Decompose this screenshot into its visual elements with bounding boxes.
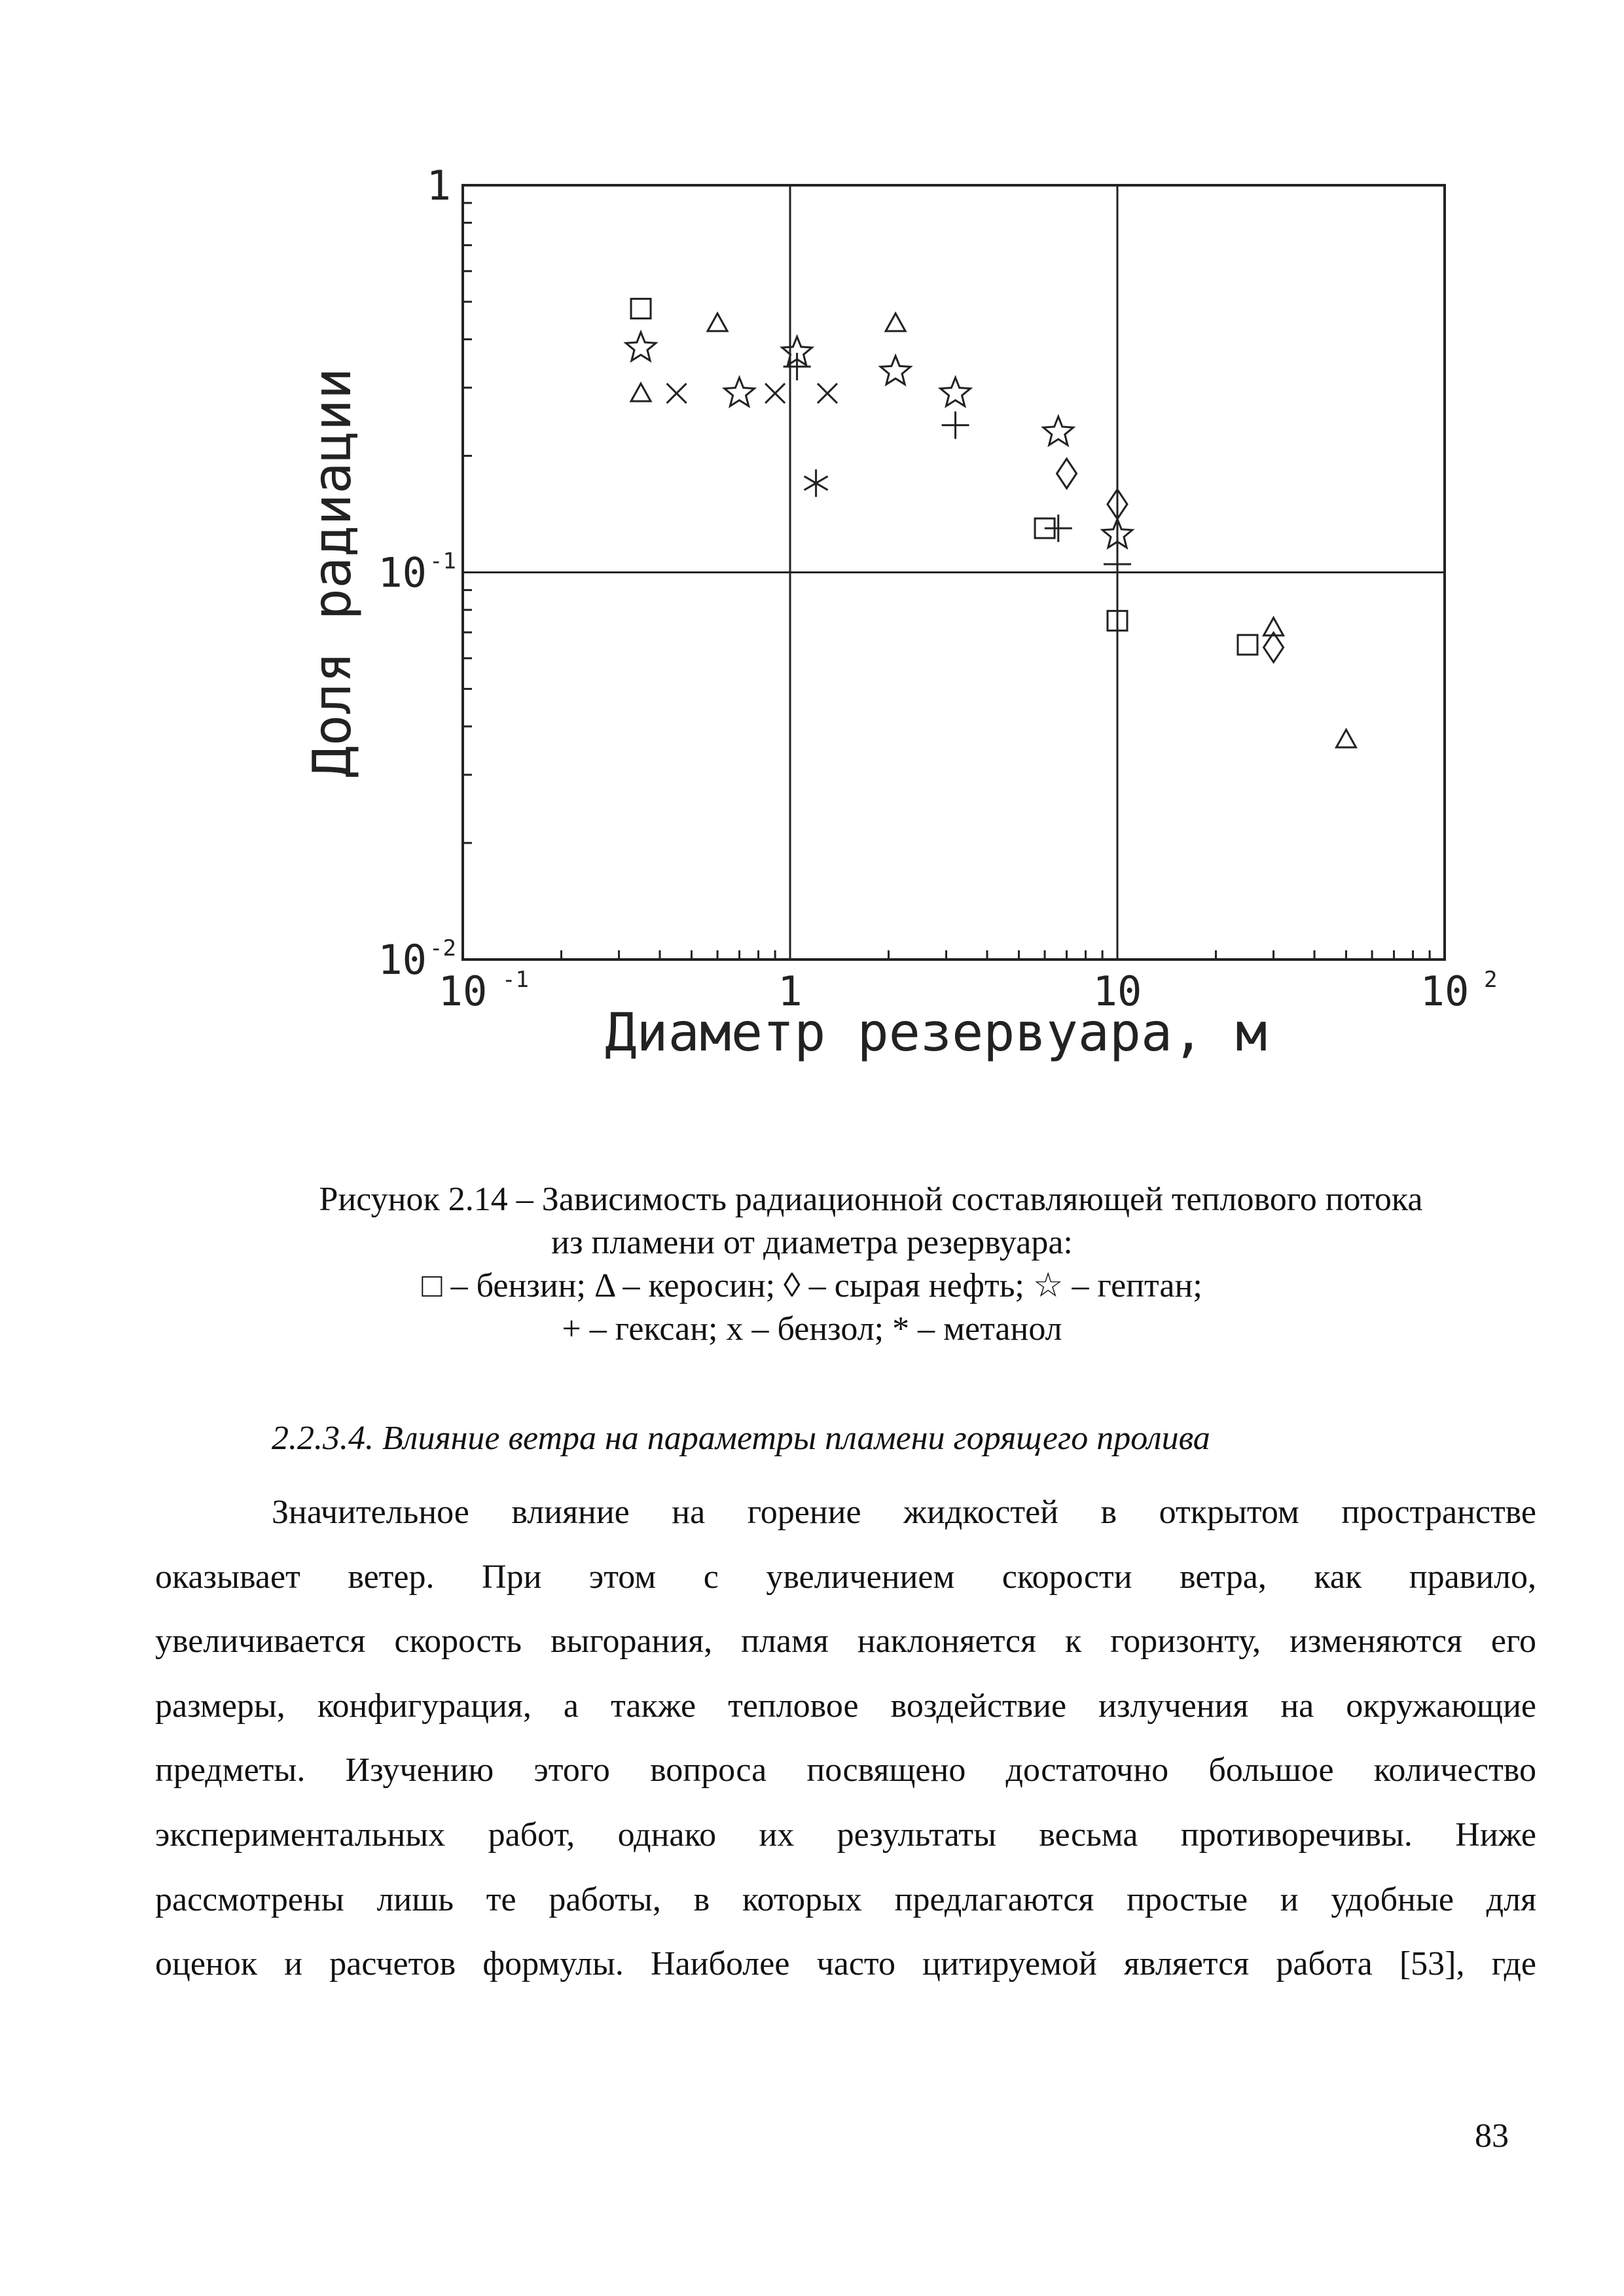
body-line: увеличивается скорость выгорания, пламя наклоняется к горизонту, изменяются его (155, 1623, 1536, 1660)
body-line: размеры, конфигурация, а также тепловое воздействие излучения на окружающие (155, 1687, 1536, 1725)
body-line: оценок и расчетов формулы. Наиболее часто цитируемой является работа [53], где (155, 1945, 1536, 1983)
page-number: 83 (1475, 2117, 1509, 2155)
x-tick-label: 10 (438, 967, 488, 1015)
radiation-fraction-chart (0, 0, 1624, 1113)
x-tick-label-exponent: -1 (502, 967, 529, 993)
x-tick-label: 1 (778, 967, 803, 1015)
marker-square (631, 299, 651, 319)
marker-x (818, 384, 837, 403)
y-tick-label: 10 (378, 936, 427, 984)
body-line: оказывает ветер. При этом с увеличением скорости ветра, как правило, (155, 1558, 1536, 1596)
marker-star (941, 378, 971, 406)
marker-plus (942, 412, 969, 439)
x-axis-label: Диаметр резервуара, м (605, 1002, 1267, 1063)
x-tick-label-exponent: 2 (1484, 967, 1498, 993)
marker-star (626, 332, 656, 361)
x-tick-label: 10 (1092, 967, 1142, 1015)
y-tick-label-exponent: -1 (429, 548, 456, 575)
marker-triangle (631, 384, 651, 401)
x-tick-label: 10 (1420, 967, 1470, 1015)
body-line: экспериментальных работ, однако их результаты весьма противоречивы. Ниже (155, 1816, 1536, 1854)
chart-gridlines (463, 185, 1445, 960)
caption-line-3: □ – бензин; Δ – керосин; ◊ – сырая нефть; ☆ – гептан; (422, 1267, 1202, 1304)
marker-triangle (886, 314, 905, 331)
marker-triangle (708, 314, 727, 331)
body-line: предметы. Изучению этого вопроса посвящено достаточно большое количество (155, 1751, 1536, 1789)
y-tick-label-exponent: -2 (429, 935, 456, 961)
marker-square (1238, 635, 1257, 655)
body-line: Значительное влияние на горение жидкостей в открытом пространстве (272, 1494, 1536, 1531)
marker-x (667, 384, 687, 403)
marker-x (765, 384, 785, 403)
body-paragraph (155, 1480, 1536, 1997)
marker-star (880, 356, 911, 384)
caption-line-1: Рисунок 2.14 – Зависимость радиационной составляющей теплового потока (319, 1181, 1423, 1218)
marker-star (725, 378, 755, 406)
caption-line-4: + – гексан; х – бензол; * – метанол (562, 1310, 1062, 1348)
caption-line-2: из пламени от диаметра резервуара: (551, 1224, 1073, 1261)
chart-markers (626, 299, 1356, 747)
marker-diamond (1264, 633, 1284, 662)
marker-asterisk (804, 469, 828, 497)
marker-plus (784, 353, 811, 380)
chart-ticks (463, 203, 1430, 960)
marker-triangle (1336, 730, 1356, 747)
marker-plus (1104, 550, 1131, 578)
section-heading: 2.2.3.4. Влияние ветра на параметры пламени горящего пролива (272, 1420, 1210, 1457)
y-axis-label: Доля радиации (302, 367, 363, 778)
figure-caption (0, 1178, 1624, 1351)
body-line: рассмотрены лишь те работы, в которых предлагаются простые и удобные для (155, 1880, 1536, 1918)
marker-star (1043, 417, 1074, 446)
chart-tick-labels (378, 162, 1497, 1015)
y-tick-label: 10 (378, 548, 427, 597)
y-tick-label: 1 (426, 162, 451, 209)
marker-diamond (1057, 459, 1077, 488)
